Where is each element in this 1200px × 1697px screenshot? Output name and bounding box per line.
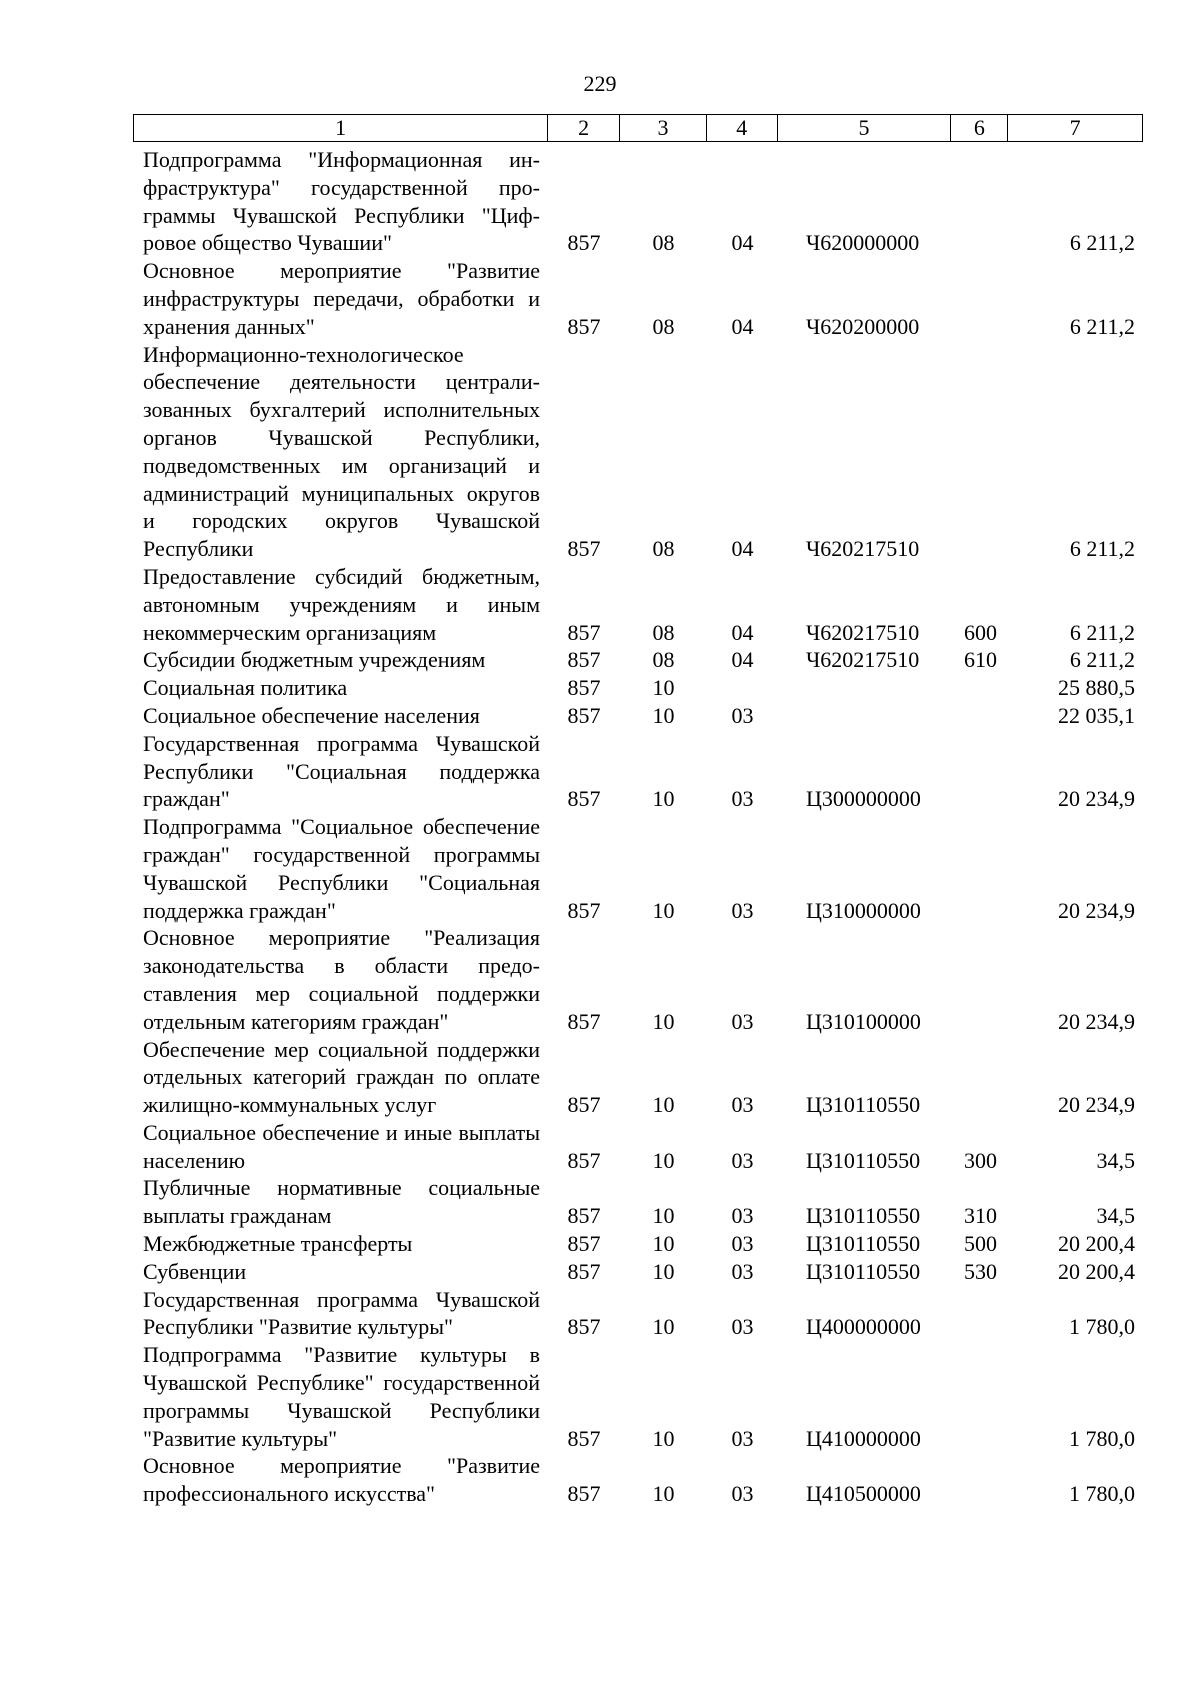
row-col-2-cell: 857 bbox=[567, 1147, 601, 1173]
row-col-4-cell: 03 bbox=[731, 1481, 754, 1507]
row-col-2-cell: 857 bbox=[567, 647, 601, 673]
row-col-5-cell: Ц310110550 bbox=[806, 1092, 921, 1118]
row-col-7-cell: 20 234,9 bbox=[1058, 1092, 1135, 1118]
row-col-3-cell: 10 bbox=[652, 1092, 675, 1118]
row-col-3-cell: 10 bbox=[652, 702, 675, 728]
row-col-7-cell: 6 211,2 bbox=[1069, 313, 1135, 339]
row-col-4-cell: 03 bbox=[731, 897, 754, 923]
row-col-7-cell: 20 234,9 bbox=[1058, 897, 1135, 923]
row-name-cell: Предоставление субсидий бюджетным, автономным учреждениям и иным некоммерческим организациям bbox=[143, 563, 540, 645]
row-col-7-cell: 20 200,4 bbox=[1058, 1258, 1135, 1284]
row-col-7-cell: 6 211,2 bbox=[1069, 647, 1135, 673]
table-row bbox=[133, 730, 1143, 813]
row-col-4-cell: 03 bbox=[731, 1092, 754, 1118]
row-col-2-cell: 857 bbox=[567, 786, 601, 812]
table-row bbox=[133, 1174, 1143, 1230]
row-col-4-cell: 03 bbox=[731, 1258, 754, 1284]
row-name-cell: Основное мероприятие "Реализация законодательства в области предоставления мер социальной поддержки отдельным категориям граждан" bbox=[143, 925, 540, 1034]
row-name-cell: Субсидии бюджетным учреждениям bbox=[143, 647, 486, 673]
row-name-cell: Межбюджетные трансферты bbox=[143, 1231, 413, 1257]
row-col-3-cell: 08 bbox=[652, 230, 675, 256]
row-col-3-cell: 10 bbox=[652, 1008, 675, 1034]
row-col-6-cell: 610 bbox=[964, 647, 997, 673]
row-name-cell: Обеспечение мер социальной поддержки отдельных категорий граждан по оплате жилищно-коммунальных услуг bbox=[143, 1036, 540, 1118]
row-col-5-cell: Ц400000000 bbox=[806, 1314, 921, 1340]
header-col-2: 2 bbox=[548, 115, 620, 141]
row-col-4-cell: 03 bbox=[731, 1147, 754, 1173]
header-col-5: 5 bbox=[778, 115, 952, 141]
row-col-6-cell: 530 bbox=[964, 1258, 997, 1284]
row-col-7-cell: 22 035,1 bbox=[1058, 702, 1135, 728]
row-col-7-cell: 6 211,2 bbox=[1069, 619, 1135, 645]
header-col-7: 7 bbox=[1069, 115, 1081, 140]
page-number: 229 bbox=[583, 71, 617, 96]
row-col-7-cell: 20 234,9 bbox=[1058, 1008, 1135, 1034]
table-row bbox=[133, 924, 1143, 1035]
row-name-cell: Основное мероприятие "Развитие инфраструктуры передачи, обработки и хранения данных" bbox=[143, 258, 540, 339]
row-col-3-cell: 08 bbox=[652, 536, 675, 562]
row-col-4-cell: 03 bbox=[731, 1203, 754, 1229]
row-name-cell: Социальное обеспечение населения bbox=[143, 702, 480, 728]
table-row bbox=[133, 1119, 1143, 1175]
row-col-2-cell: 857 bbox=[567, 702, 601, 728]
row-col-7-cell: 1 780,0 bbox=[1069, 1314, 1135, 1340]
row-col-4-cell: 04 bbox=[731, 536, 754, 562]
row-col-4-cell: 04 bbox=[731, 619, 754, 645]
table-row bbox=[133, 1286, 1143, 1342]
row-col-7-cell: 1 780,0 bbox=[1069, 1481, 1135, 1507]
row-col-5-cell: Ц310000000 bbox=[806, 897, 921, 923]
row-col-7-cell: 20 200,4 bbox=[1058, 1231, 1135, 1257]
row-col-3-cell: 10 bbox=[652, 1231, 675, 1257]
table-row bbox=[133, 341, 1143, 563]
table-row bbox=[133, 1341, 1143, 1452]
table-row bbox=[133, 1230, 1143, 1258]
row-col-3-cell: 08 bbox=[652, 313, 675, 339]
row-col-3-cell: 10 bbox=[652, 1481, 675, 1507]
table-body bbox=[133, 146, 1143, 1508]
row-col-4-cell: 04 bbox=[731, 313, 754, 339]
table-row bbox=[133, 563, 1143, 646]
row-col-4-cell: 04 bbox=[731, 230, 754, 256]
row-name-cell: Государственная программа Чувашской Республики "Развитие культуры" bbox=[143, 1286, 540, 1340]
header-col-6: 6 bbox=[951, 115, 1008, 141]
row-name-cell: Социальное обеспечение и иные выплаты населению bbox=[143, 1119, 540, 1173]
row-col-2-cell: 857 bbox=[567, 1231, 601, 1257]
table-header bbox=[133, 114, 1143, 142]
row-col-4-cell: 03 bbox=[731, 1231, 754, 1257]
row-col-3-cell: 08 bbox=[652, 619, 675, 645]
row-col-7-cell: 20 234,9 bbox=[1058, 786, 1135, 812]
row-col-2-cell: 857 bbox=[567, 230, 601, 256]
row-col-2-cell: 857 bbox=[567, 897, 601, 923]
table-row bbox=[133, 1036, 1143, 1119]
row-col-4-cell: 03 bbox=[731, 1008, 754, 1034]
row-col-2-cell: 857 bbox=[567, 1203, 601, 1229]
row-name-cell: Подпрограмма "Развитие культуры в Чувашской Республике" государственной программы Чувашской Республики "Развитие культуры" bbox=[143, 1342, 540, 1451]
row-col-4-cell: 03 bbox=[731, 702, 754, 728]
row-name-cell: Основное мероприятие "Развитие профессионального искусства" bbox=[143, 1453, 540, 1507]
header-col-3: 3 bbox=[620, 115, 707, 141]
row-col-6-cell: 310 bbox=[964, 1203, 997, 1229]
row-col-4-cell: 03 bbox=[731, 1425, 754, 1451]
row-col-3-cell: 10 bbox=[652, 675, 675, 701]
row-col-2-cell: 857 bbox=[567, 536, 601, 562]
row-col-3-cell: 10 bbox=[652, 1258, 675, 1284]
row-col-7-cell: 34,5 bbox=[1096, 1203, 1135, 1229]
row-col-2-cell: 857 bbox=[567, 1008, 601, 1034]
row-name-cell: Государственная программа Чувашской Республики "Социальная поддержка граждан" bbox=[143, 730, 540, 812]
row-col-5-cell: Ц300000000 bbox=[806, 786, 921, 812]
row-col-6-cell: 500 bbox=[964, 1231, 997, 1257]
row-col-2-cell: 857 bbox=[567, 1425, 601, 1451]
header-col-4: 4 bbox=[707, 115, 778, 141]
table-row bbox=[133, 813, 1143, 924]
row-col-5-cell: Ч620217510 bbox=[806, 536, 920, 562]
row-name-cell: Субвенции bbox=[143, 1258, 247, 1284]
row-col-7-cell: 6 211,2 bbox=[1069, 536, 1135, 562]
row-col-2-cell: 857 bbox=[567, 1258, 601, 1284]
row-col-3-cell: 10 bbox=[652, 897, 675, 923]
row-col-5-cell: Ц410000000 bbox=[806, 1425, 921, 1451]
row-col-7-cell: 6 211,2 bbox=[1069, 230, 1135, 256]
row-name-cell: Социальная политика bbox=[143, 675, 348, 701]
row-col-5-cell: Ц310110550 bbox=[806, 1147, 921, 1173]
row-col-5-cell: Ч620000000 bbox=[806, 230, 920, 256]
row-col-5-cell: Ц310110550 bbox=[806, 1258, 921, 1284]
header-col-1: 1 bbox=[134, 115, 548, 141]
row-col-4-cell: 03 bbox=[731, 1314, 754, 1340]
row-col-7-cell: 1 780,0 bbox=[1069, 1425, 1135, 1451]
row-col-3-cell: 10 bbox=[652, 1425, 675, 1451]
row-col-5-cell: Ц310110550 bbox=[806, 1203, 921, 1229]
row-col-5-cell: Ч620200000 bbox=[806, 313, 920, 339]
row-col-4-cell: 03 bbox=[731, 786, 754, 812]
table-row bbox=[133, 257, 1143, 340]
row-name-cell: Публичные нормативные социальные выплаты гражданам bbox=[143, 1175, 540, 1229]
table-row bbox=[133, 146, 1143, 257]
row-col-2-cell: 857 bbox=[567, 313, 601, 339]
row-name-cell: Подпрограмма "Информационная инфраструктура" государственной программы Чувашской Республики "Цифровое общество Чувашии" bbox=[143, 147, 540, 256]
row-col-3-cell: 10 bbox=[652, 1203, 675, 1229]
row-col-7-cell: 25 880,5 bbox=[1058, 675, 1135, 701]
row-col-5-cell: Ч620217510 bbox=[806, 647, 920, 673]
row-col-3-cell: 10 bbox=[652, 786, 675, 812]
row-name-cell: Подпрограмма "Социальное обеспечение граждан" государственной программы Чувашской Республики "Социальная поддержка граждан" bbox=[143, 814, 540, 923]
row-col-2-cell: 857 bbox=[567, 1314, 601, 1340]
table-row bbox=[133, 702, 1143, 730]
row-col-2-cell: 857 bbox=[567, 1481, 601, 1507]
row-name-cell: Информационно-технологическое обеспечение деятельности централизованных бухгалтерий исполнительных органов Чувашской Республики, подведомственных им организаций и администраций муниципальных округов и городских округов Чувашской Республики bbox=[143, 341, 540, 562]
row-col-6-cell: 300 bbox=[964, 1147, 997, 1173]
row-col-4-cell: 04 bbox=[731, 647, 754, 673]
table-row bbox=[133, 1452, 1143, 1508]
table-row bbox=[133, 646, 1143, 674]
row-col-2-cell: 857 bbox=[567, 619, 601, 645]
row-col-5-cell: Ц310110550 bbox=[806, 1231, 921, 1257]
row-col-7-cell: 34,5 bbox=[1096, 1147, 1135, 1173]
row-col-3-cell: 10 bbox=[652, 1147, 675, 1173]
row-col-3-cell: 08 bbox=[652, 647, 675, 673]
row-col-6-cell: 600 bbox=[964, 619, 997, 645]
row-col-2-cell: 857 bbox=[567, 675, 601, 701]
table-row bbox=[133, 1258, 1143, 1286]
row-col-5-cell: Ц310100000 bbox=[806, 1008, 921, 1034]
row-col-3-cell: 10 bbox=[652, 1314, 675, 1340]
row-col-5-cell: Ц410500000 bbox=[806, 1481, 921, 1507]
row-col-5-cell: Ч620217510 bbox=[806, 619, 920, 645]
row-col-2-cell: 857 bbox=[567, 1092, 601, 1118]
table-row bbox=[133, 674, 1143, 702]
